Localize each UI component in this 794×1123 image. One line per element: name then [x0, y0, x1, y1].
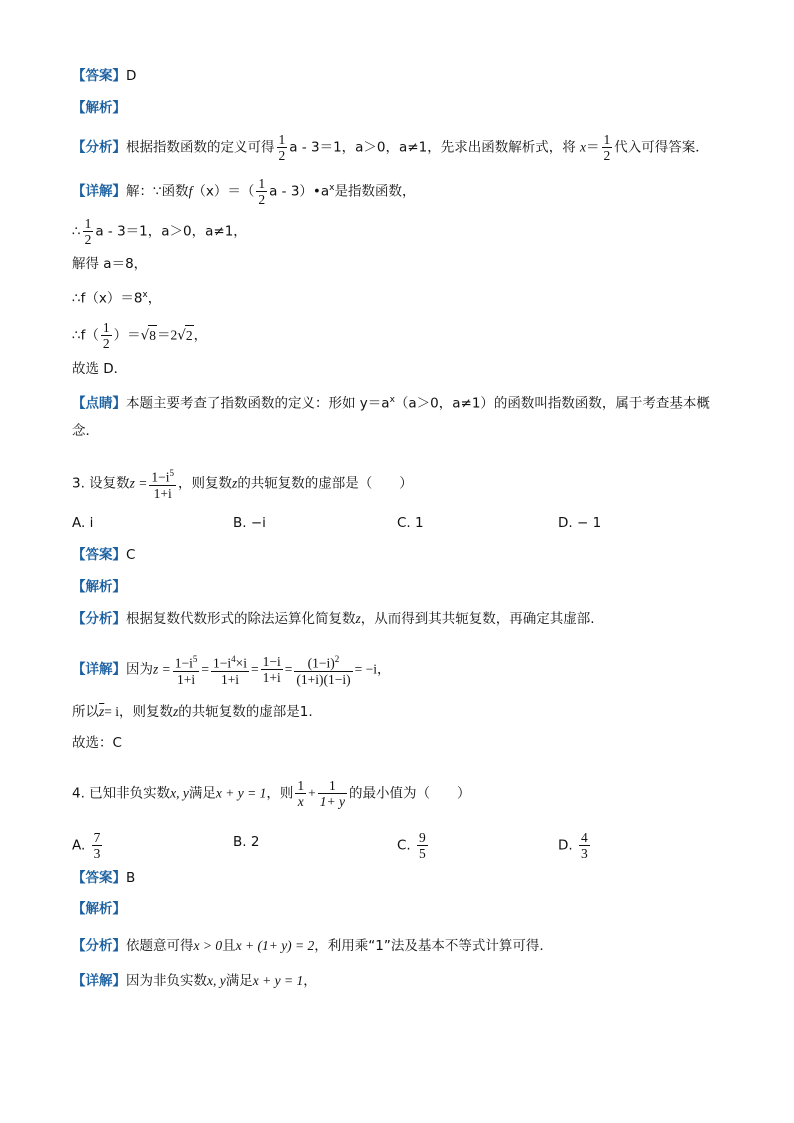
- text: a - 3＝1，a＞0，a≠1，: [95, 223, 247, 240]
- q4-answer: B: [126, 870, 136, 886]
- text: ，利用乘“1”法及基本不等式计算可得.: [314, 938, 544, 954]
- q2-comment-line2: [72, 421, 99, 441]
- answer-tag: 【答案】: [72, 870, 126, 886]
- text: 解得 a＝8，: [72, 256, 148, 272]
- den: 3: [580, 846, 588, 861]
- math: x, y: [170, 785, 189, 801]
- fraction-half: $\frac{1}{2}$: [84, 216, 92, 247]
- num: 1−i: [213, 655, 232, 671]
- math: x, y: [207, 973, 226, 988]
- analysis-tag: 【解析】: [72, 579, 126, 595]
- den: 1+i: [262, 669, 281, 685]
- q2-detail-line4: [72, 285, 161, 309]
- fraction: [318, 778, 347, 809]
- fraction-half: $\frac{1}{2}$: [603, 132, 611, 163]
- fraction: [149, 466, 176, 501]
- var-z: z: [232, 475, 238, 491]
- text: 因为非负实数: [126, 973, 207, 989]
- fraction-half: $\frac{1}{2}$: [278, 132, 286, 163]
- den: x: [297, 794, 304, 809]
- fenxi-tag: 【分析】: [72, 139, 126, 156]
- num: 1−i: [174, 655, 193, 671]
- num: 9: [419, 830, 426, 845]
- q3-option-a: A. i: [72, 515, 94, 531]
- text: 代入可得答案．: [614, 139, 709, 156]
- sqrt-2: 2: [185, 325, 194, 346]
- q2-detail-line6: [72, 359, 127, 379]
- q3-option-b: B. −i: [233, 515, 266, 531]
- detail-tag: 【详解】: [72, 973, 126, 989]
- q4-option-a: [72, 830, 104, 861]
- text: 依题意可得: [126, 938, 194, 954]
- sup: 5: [169, 468, 175, 478]
- equals: =: [251, 661, 259, 677]
- math: x > 0: [193, 938, 223, 953]
- detail-tag: 【详解】: [72, 661, 126, 678]
- text: ，则: [266, 785, 294, 802]
- text: 的共轭复数的虚部是1.: [178, 704, 313, 720]
- text: a - 3）•a: [269, 183, 330, 200]
- label: D.: [558, 837, 573, 854]
- q3-analysis-line: [72, 577, 126, 597]
- text: 解：∵函数: [126, 183, 189, 200]
- math: x + y = 1: [252, 973, 304, 988]
- text: 故选 D．: [72, 361, 128, 377]
- den: 1+i: [153, 485, 172, 501]
- num: 1: [318, 778, 347, 794]
- comment-tag: 【点睛】: [72, 395, 126, 412]
- var-z: z: [355, 611, 361, 626]
- text: 满足: [188, 785, 216, 802]
- fraction: [579, 830, 590, 861]
- q2-detail-line1: [72, 176, 416, 207]
- text: 的共轭复数的虚部是（ ）: [237, 475, 413, 492]
- answer-tag: 【答案】: [72, 68, 126, 84]
- sup: x: [389, 395, 395, 405]
- plus: +: [308, 785, 316, 801]
- fraction: [295, 778, 306, 809]
- q2-comment-line1: [72, 390, 710, 414]
- equals: =: [201, 661, 209, 677]
- den: 1+ y: [319, 794, 345, 809]
- text: ＝: [586, 139, 600, 156]
- q3-detail-line2: [72, 702, 313, 722]
- var-f: f: [188, 183, 193, 199]
- text: ，从而得到其共轭复数，再确定其虚部.: [360, 611, 595, 627]
- q4-stem: [72, 778, 470, 809]
- q2-detail-line5: [72, 320, 207, 351]
- fraction: [211, 652, 249, 687]
- fraction: [261, 654, 283, 685]
- text: ，则复数: [119, 704, 174, 720]
- text: 3. 设复数: [72, 475, 130, 492]
- q3-option-d: D. − 1: [558, 515, 602, 531]
- q2-answer-line: [72, 66, 136, 86]
- text: ）＝: [113, 327, 141, 344]
- text: 是指数函数，: [334, 183, 416, 200]
- text: 满足: [225, 973, 253, 989]
- text: ，: [147, 290, 162, 307]
- text: ，: [376, 661, 391, 678]
- text: ＝2: [156, 327, 178, 343]
- q4-option-d: [558, 830, 592, 861]
- q3-stem: [72, 466, 413, 501]
- fenxi-tag: 【分析】: [72, 938, 126, 954]
- q4-detail-line1: [72, 971, 317, 991]
- therefore: ∴: [72, 223, 81, 240]
- label: C.: [397, 837, 411, 854]
- q4-option-c: [397, 830, 430, 861]
- sup: 4: [231, 654, 236, 664]
- sup: x: [329, 183, 335, 193]
- q2-detail-line3: [72, 254, 147, 274]
- fraction: [417, 830, 428, 861]
- text: ∴f（x）＝8: [72, 290, 143, 307]
- q4-answer-line: [72, 868, 135, 888]
- q2-detail-line2: [72, 216, 247, 247]
- text: a - 3＝1，a＞0，a≠1，先求出函数解析式，将: [289, 139, 576, 156]
- label: A.: [72, 837, 86, 854]
- text: 4. 已知非负实数: [72, 785, 171, 802]
- math: x + y = 1: [215, 785, 267, 801]
- sup: 5: [192, 654, 198, 664]
- text: 念．: [72, 423, 99, 439]
- math: = −i: [354, 661, 377, 677]
- analysis-tag: 【解析】: [72, 901, 126, 917]
- var-z: z: [173, 704, 179, 719]
- sqrt-8: 8: [148, 325, 157, 346]
- text: 的最小值为（ ）: [348, 785, 471, 802]
- num: 7: [93, 830, 101, 845]
- fraction-half: $\frac{1}{2}$: [102, 320, 110, 351]
- num: 4: [580, 830, 588, 845]
- fraction: [173, 652, 200, 687]
- num: ×i: [235, 655, 247, 671]
- den: 1+i: [220, 671, 240, 687]
- math: z =: [129, 475, 148, 491]
- q3-detail-line3: [72, 733, 122, 753]
- q3-detail-line1: [72, 652, 390, 687]
- q3-answer: C: [126, 547, 136, 563]
- text: ，: [303, 973, 317, 989]
- text: 根据复数代数形式的除法运算化简复数: [126, 611, 356, 627]
- text: 根据指数函数的定义可得: [126, 139, 275, 156]
- text: ∴f（: [72, 327, 99, 344]
- text: （x）＝（: [192, 183, 255, 200]
- text: 因为: [126, 661, 153, 678]
- sup: x: [142, 290, 148, 300]
- text: 所以: [72, 704, 99, 720]
- num: 1−i: [262, 653, 281, 669]
- text: 故选：C: [72, 735, 122, 751]
- num: (1−i): [307, 655, 335, 671]
- fraction: [294, 652, 352, 687]
- den: 5: [419, 846, 426, 861]
- sqrt-sign: √: [177, 327, 186, 344]
- q2-answer: D: [126, 68, 137, 84]
- text: ，: [193, 327, 208, 344]
- equals: =: [284, 661, 293, 677]
- num: 1−i: [151, 469, 170, 485]
- math: = i: [104, 704, 120, 719]
- answer-tag: 【答案】: [72, 547, 126, 563]
- text: 本题主要考查了指数函数的定义：形如 y＝a: [126, 395, 390, 412]
- q4-option-b: B. 2: [233, 834, 260, 850]
- math: x + (1+ y) = 2: [235, 938, 315, 953]
- analysis-tag: 【解析】: [72, 100, 126, 116]
- den: 1+i: [177, 671, 196, 687]
- q2-analysis-line: [72, 98, 126, 118]
- math: z =: [153, 661, 171, 677]
- sup: 2: [334, 654, 340, 664]
- var-x: x: [580, 139, 586, 155]
- num: 1: [297, 778, 305, 793]
- detail-tag: 【详解】: [72, 183, 126, 200]
- text: （a＞0，a≠1）的函数叫指数函数，属于考查基本概: [394, 395, 710, 412]
- fenxi-tag: 【分析】: [72, 611, 126, 627]
- den: (1+i)(1−i): [296, 671, 351, 687]
- q3-answer-line: [72, 545, 135, 565]
- sqrt-sign: √: [140, 327, 150, 344]
- fraction: [92, 830, 103, 861]
- den: 3: [93, 846, 101, 861]
- q3-option-c: C. 1: [397, 515, 424, 531]
- text: 且: [222, 938, 236, 954]
- var-z-bar: $\overline{z}$: [99, 704, 105, 719]
- fraction-half: $\frac{1}{2}$: [258, 176, 266, 207]
- q4-fenxi-line: [72, 936, 544, 956]
- q4-analysis-line: [72, 899, 126, 919]
- text: ，则复数: [178, 475, 233, 492]
- q2-fenxi-line: [72, 132, 709, 163]
- q3-fenxi-line: [72, 609, 595, 629]
